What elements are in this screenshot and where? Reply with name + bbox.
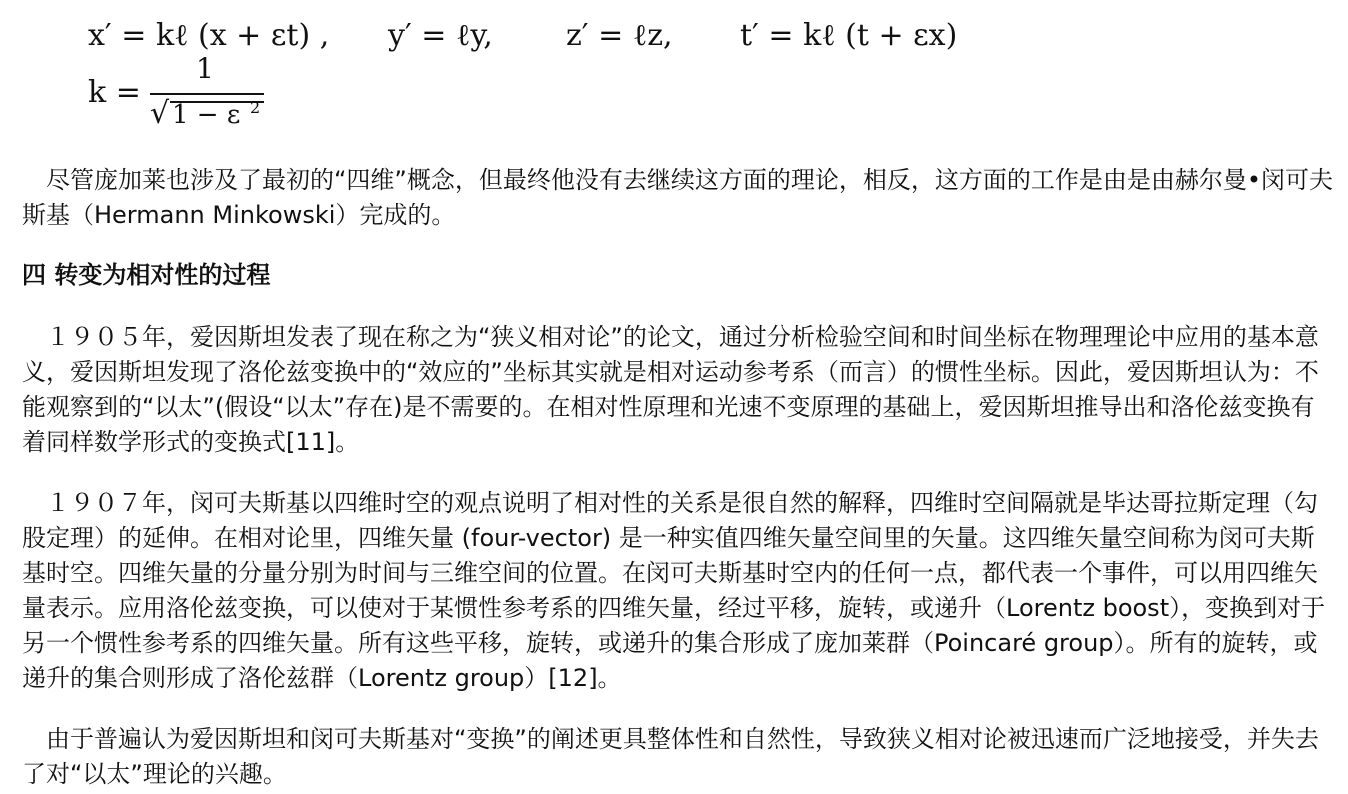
- paragraph-acceptance: 由于普遍认为爱因斯坦和闵可夫斯基对“变换”的阐述更具整体性和自然性，导致狭义相对论被迅速而广泛地接受，并失去了对“以太”理论的兴趣。: [22, 725, 1319, 788]
- equation-z-prime: z′ = ℓz,: [566, 18, 673, 53]
- equation-y-prime: y′ = ℓy,: [388, 18, 493, 53]
- paragraph-1907: １９０７年，闵可夫斯基以四维时空的观点说明了相对性的关系是很自然的解释，四维时空间隔就是毕达哥拉斯定理（勾股定理）的延伸。在相对论里，四维矢量 (four-vector) 是一种实值四维矢量空间里的矢量。这四维矢量空间称为闵可夫斯基时空。四维矢量的分量分别为时间与三维空间的位置。在闵可夫斯基时空内的任何一点，都代表一个事件，可以用四维矢量表示。应用洛伦兹变换，可以使对于某惯性参考系的四维矢量，经过平移，旋转，或递升（Lorentz boost），变换到对于另一个惯性参考系的四维矢量。所有这些平移，旋转，或递升的集合形成了庞加莱群（Poincaré group）。所有的旋转，或递升的集合则形成了洛伦兹群（Lorentz group）[12]。: [22, 489, 1326, 692]
- sqrt-sign: √: [150, 96, 170, 131]
- equation-k-radicand: 1 − ε: [172, 100, 241, 130]
- equation-k-numerator: 1: [196, 52, 214, 85]
- section-heading: 四 转变为相对性的过程: [22, 261, 271, 289]
- equation-k-lhs: k =: [88, 75, 141, 110]
- equation-t-prime: t′ = kℓ (t + εx): [740, 18, 958, 53]
- equation-x-prime: x′ = kℓ (x + εt) ,: [88, 18, 330, 53]
- fraction-bar: [150, 93, 264, 95]
- paragraph-1905: １９０５年，爱因斯坦发表了现在称之为“狭义相对论”的论文，通过分析检验空间和时间坐标在物理理论中应用的基本意义，爱因斯坦发现了洛伦兹变换中的“效应的”坐标其实就是相对运动参考系（而言）的惯性坐标。因此，爱因斯坦认为：不能观察到的“以太”(假设“以太”存在)是不需要的。在相对性原理和光速不变原理的基础上，爱因斯坦推导出和洛伦兹变换有着同样数学形式的变换式[11]。: [22, 323, 1319, 456]
- paragraph-poincare: 尽管庞加莱也涉及了最初的“四维”概念，但最终他没有去继续这方面的理论，相反，这方面的工作是由是由赫尔曼•闵可夫斯基（Hermann Minkowski）完成的。: [22, 166, 1334, 229]
- equation-k-exponent: 2: [250, 98, 261, 117]
